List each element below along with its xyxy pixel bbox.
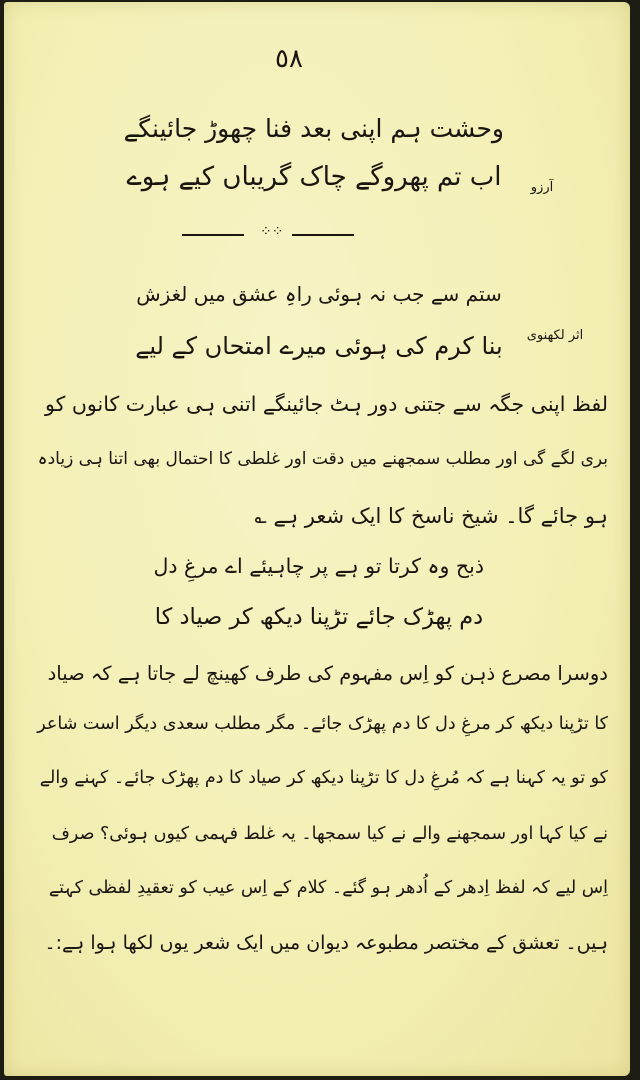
couplet-1-poet: آرزو (530, 180, 554, 195)
paragraph-2-line-5: اِس لیے کہ لفظ اِدھر کے اُدھر ہو گئے۔ کلام کے اِس عیب کو تعقیدِ لفظی کہتے (48, 878, 608, 898)
book-page (4, 2, 630, 1076)
divider-ornament: ⁘⁘ (260, 224, 284, 240)
couplet-1-line-2: اب تم پھروگے چاک گریباں کیے ہوے (126, 162, 502, 192)
paragraph-2-line-2: کا تڑپنا دیکھ کر مرغِ دل کا دم پھڑک جائے۔ مگر مطلب سعدی دیگر است شاعر (37, 714, 608, 734)
paragraph-2-line-3: کو تو یہ کہنا ہے کہ مُرغِ دل کا تڑپنا دیکھ کر صیاد کا دم پھڑک جائے۔ کہنے والے (39, 768, 608, 788)
paragraph-2-line-4: نے کیا کہا اور سمجھنے والے نے کیا سمجھا۔ یہ غلط فہمی کیوں ہوئی؟ صرف (51, 824, 608, 844)
divider-rule-left (182, 234, 244, 236)
couplet-3-line-1: ذبح وہ کرتا تو ہے پر چاہیئے اے مرغِ دل (153, 554, 484, 578)
couplet-2-line-1: ستم سے جب نہ ہوئی راہِ عشق میں لغزش (136, 282, 502, 306)
paragraph-1-line-2: بری لگے گی اور مطلب سمجھنے میں دقت اور غلطی کا احتمال بھی اتنا ہی زیادہ (37, 449, 608, 469)
paragraph-1-line-1: لفظ اپنی جگہ سے جتنی دور ہٹ جائینگے اتنی ہی عبارت کانوں کو (44, 392, 608, 416)
paragraph-2-line-1: دوسرا مصرع ذہن کو اِس مفہوم کی طرف کھینچ لے جاتا ہے کہ صیاد (47, 662, 608, 685)
divider-rule-right (292, 234, 354, 236)
couplet-2-line-2: بنا کرم کی ہوئی میرے امتحاں کے لیے (135, 332, 503, 360)
paragraph-1-line-3: ہو جائے گا۔ شیخ ناسخ کا ایک شعر ہے ؎ (254, 504, 608, 528)
couplet-1-line-1: وحشت ہم اپنی بعد فنا چھوڑ جائینگے (123, 114, 504, 143)
section-divider (182, 224, 354, 240)
paragraph-2-line-6: ہیں۔ تعشق کے مختصر مطبوعہ دیوان میں ایک شعر یوں لکھا ہوا ہے:۔ (44, 932, 608, 954)
page-number: ٥٨ (275, 44, 303, 74)
couplet-2-poet: اثر لکھنوی (526, 328, 584, 343)
couplet-3-line-2: دم پھڑک جائے تڑپنا دیکھ کر صیاد کا (154, 604, 484, 630)
